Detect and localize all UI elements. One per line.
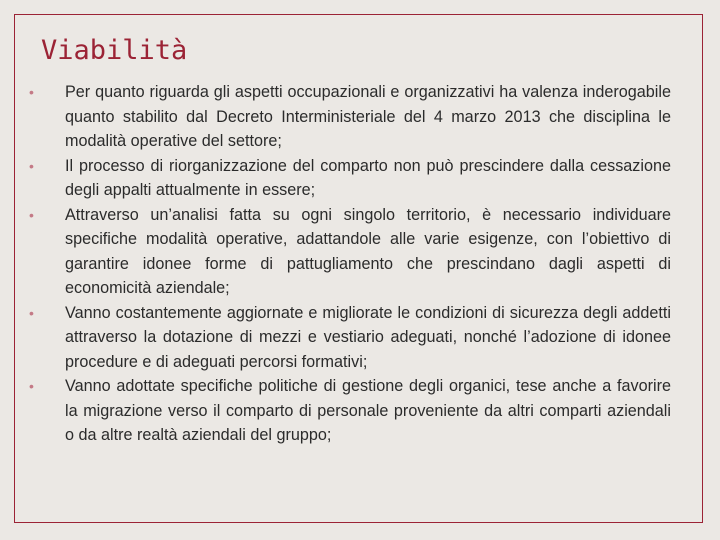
bullet-text: Attraverso un’analisi fatta su ogni singolo territorio, è necessario individuare specifiche modalità operative, adattandole alle varie esigenze, con l’obiettivo di garantire idonee forme di pattugliamento che prescindano dagli aspetti di economicità aziendale; bbox=[65, 205, 671, 297]
slide-title: Viabilità bbox=[41, 35, 188, 66]
bullet-dot-icon: • bbox=[29, 378, 34, 394]
bullet-text: Vanno costantemente aggiornate e migliorate le condizioni di sicurezza degli addetti attraverso la dotazione di mezzi e vestiario adeguati, nonché l’adozione di idonee procedure e di adeguati percorsi formativi; bbox=[65, 303, 671, 371]
bullet-item bbox=[29, 301, 671, 375]
bullet-item bbox=[29, 154, 671, 203]
bullet-dot-icon: • bbox=[29, 157, 34, 174]
bullet-text: Vanno adottate specifiche politiche di gestione degli organici, tese anche a favorire la migrazione verso il comparto di personale proveniente da altri comparti aziendali o da altre realtà aziendali del gruppo; bbox=[65, 377, 671, 444]
bullet-text: Per quanto riguarda gli aspetti occupazionali e organizzativi ha valenza inderogabile quanto stabilito dal Decreto Interministeriale del 4 marzo 2013 che disciplina le modalità operative del settore; bbox=[65, 83, 671, 150]
bullet-dot-icon: • bbox=[29, 304, 34, 321]
bullet-item bbox=[29, 374, 671, 448]
bullet-item bbox=[29, 80, 671, 154]
bullet-text: Il processo di riorganizzazione del comparto non può prescindere dalla cessazione degli appalti attualmente in essere; bbox=[65, 156, 671, 199]
bullet-dot-icon: • bbox=[29, 206, 34, 223]
bullet-item bbox=[29, 203, 671, 301]
bullet-dot-icon: • bbox=[29, 84, 34, 100]
bullet-list bbox=[29, 80, 671, 448]
